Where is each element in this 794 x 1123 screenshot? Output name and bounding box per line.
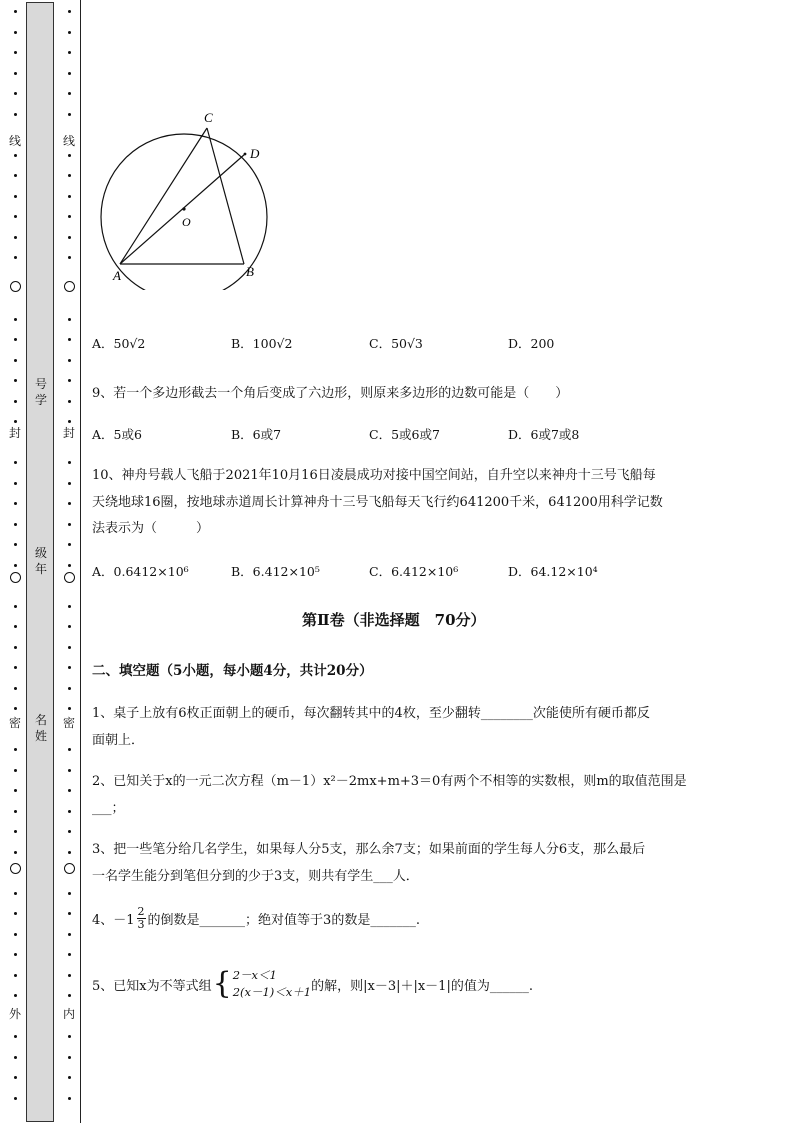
field-label-grade: 级年 [34,546,47,576]
inner-dot-column [62,0,76,1123]
fill-q4-fraction-num: 2 [137,905,145,918]
inner-dot [68,687,71,690]
label-o: O [182,215,191,229]
outer-circle-mark [10,572,21,583]
q10-option-b: B．6.412×10⁵ [231,564,320,579]
q10-line-2: 天绕地球16圈，按地球赤道周长计算神舟十三号飞船每天飞行约641200千米，641200用科学记数 [92,495,663,510]
inner-dot [68,769,71,772]
fill-q2-line-1: 2、已知关于x的一元二次方程（m－1）x²－2mx+m+3＝0有两个不相等的实数根，则m的取值范围是 [92,774,687,789]
fill-in-part-title: 二、填空题（5小题，每小题4分，共计20分） [92,663,373,679]
inner-dot [68,666,71,669]
inner-dot [68,420,71,423]
outer-dot [14,154,17,157]
outer-dot [14,564,17,567]
margin-rule [80,0,81,1123]
outer-dot [14,707,17,710]
outer-dot [14,851,17,854]
outer-dot [14,174,17,177]
label-b: B [246,264,254,279]
circle-outline [101,134,267,290]
inner-dot [68,994,71,997]
fill-q5-suffix: 的解，则|x－3|＋|x－1|的值为______. [311,978,533,994]
outer-dot [14,318,17,321]
outer-dot [14,1076,17,1079]
outer-dot [14,605,17,608]
fill-q1-line-2: 面朝上． [92,733,145,748]
inner-circle-mark [64,281,75,292]
q9-option-b: B．6或7 [231,427,282,442]
outer-dot [14,1097,17,1100]
inner-dot [68,256,71,259]
inner-dot [68,625,71,628]
inner-dot [68,1097,71,1100]
inner-mark: 线 [62,134,75,148]
inner-dot [68,564,71,567]
outer-dot [14,113,17,116]
fill-q4-prefix: 4、－1 [92,913,135,928]
outer-dot [14,543,17,546]
outer-mark: 密 [8,716,21,730]
inner-dot [68,338,71,341]
outer-circle-mark [10,863,21,874]
inner-dot [68,215,71,218]
outer-mark: 线 [8,134,21,148]
outer-dot [14,810,17,813]
q9-option-a: A．5或6 [92,427,142,442]
inner-dot [68,379,71,382]
outer-dot [14,379,17,382]
inner-dot [68,789,71,792]
section-2-title: 第Ⅱ卷（非选择题 70分） [302,611,486,629]
outer-dot [14,10,17,13]
outer-dot [14,1035,17,1038]
q8-option-a: A．50√2 [92,336,146,351]
inner-mark: 封 [62,426,75,440]
inner-dot [68,51,71,54]
inner-dot [68,31,71,34]
q9-text: 9、若一个多边形截去一个角后变成了六边形，则原来多边形的边数可能是（ ） [92,386,569,401]
binding-margin [0,0,82,1123]
outer-dot [14,748,17,751]
fill-q5-system [233,967,311,1001]
fill-q1-line-1: 1、桌子上放有6枚正面朝上的硬币，每次翻转其中的4枚，至少翻转________次能使所有硬币都反 [92,706,650,721]
q10-option-d: D．64.12×10⁴ [508,564,598,579]
inner-dot [68,154,71,157]
inner-dot [68,912,71,915]
field-label-number: 号学 [34,377,47,407]
segment-ac [120,128,207,264]
outer-dot [14,215,17,218]
outer-mark: 封 [8,426,21,440]
inner-dot [68,113,71,116]
inner-dot [68,523,71,526]
inner-dot [68,72,71,75]
point-d [244,153,247,156]
outer-dot [14,687,17,690]
fill-q4-suffix: 的倒数是_______；绝对值等于3的数是_______. [147,913,420,928]
outer-dot [14,1056,17,1059]
inner-dot [68,543,71,546]
inner-dot [68,502,71,505]
inner-dot [68,892,71,895]
outer-dot [14,72,17,75]
field-label-name: 名姓 [34,713,47,743]
outer-dot [14,892,17,895]
outer-dot [14,625,17,628]
center-point [182,207,185,210]
outer-dot [14,482,17,485]
outer-dot [14,92,17,95]
outer-dot [14,666,17,669]
inner-dot [68,195,71,198]
outer-dot [14,31,17,34]
inner-dot [68,646,71,649]
inner-dot [68,933,71,936]
inner-dot [68,400,71,403]
outer-circle-mark [10,281,21,292]
inner-dot [68,318,71,321]
outer-dot [14,420,17,423]
outer-dot [14,830,17,833]
outer-dot [14,912,17,915]
brace-icon: { [212,966,232,1001]
inner-dot [68,174,71,177]
circle-figure [92,105,282,290]
inner-dot [68,810,71,813]
label-c: C [204,110,213,125]
segment-cb [207,128,244,264]
fill-q2-line-2: ___； [92,801,125,816]
inner-dot [68,92,71,95]
q10-option-a: A．0.6412×10⁶ [92,564,189,579]
outer-dot [14,502,17,505]
outer-dot [14,461,17,464]
outer-dot [14,646,17,649]
inner-circle-mark [64,863,75,874]
q9-option-c: C．5或6或7 [369,427,440,442]
outer-dot-column [8,0,22,1123]
fill-q5-ineq-1: 2－x＜1 [232,968,277,982]
fill-q4-fraction [137,906,146,931]
outer-dot [14,400,17,403]
q9-option-d: D．6或7或8 [508,427,580,442]
outer-dot [14,523,17,526]
inner-dot [68,461,71,464]
outer-dot [14,338,17,341]
inner-mark: 密 [62,716,75,730]
outer-dot [14,195,17,198]
outer-dot [14,933,17,936]
outer-dot [14,359,17,362]
outer-dot [14,789,17,792]
inner-dot [68,482,71,485]
inner-dot [68,605,71,608]
inner-dot [68,236,71,239]
q8-option-d: D．200 [508,336,555,351]
fill-q4-fraction-den: 3 [137,918,145,931]
outer-dot [14,769,17,772]
q8-option-b: B．100√2 [231,336,293,351]
inner-dot [68,851,71,854]
inner-dot [68,1056,71,1059]
fill-q4 [92,906,420,931]
inner-dot [68,10,71,13]
outer-dot [14,51,17,54]
outer-mark: 外 [8,1007,21,1021]
label-d: D [250,146,260,161]
fill-q5-ineq-2: 2(x－1)＜x＋1 [232,985,312,999]
outer-dot [14,994,17,997]
inner-dot [68,974,71,977]
outer-dot [14,974,17,977]
outer-dot [14,256,17,259]
inner-circle-mark [64,572,75,583]
fill-q5 [92,967,533,1001]
q8-option-c: C．50√3 [369,336,423,351]
inner-dot [68,1035,71,1038]
q10-line-3: 法表示为（ ） [92,521,210,536]
inner-dot [68,953,71,956]
inner-dot [68,748,71,751]
q10-line-1: 10、神舟号载人飞船于2021年10月16日凌晨成功对接中国空间站，自升空以来神舟十三号飞船每 [92,468,656,483]
outer-dot [14,953,17,956]
inner-dot [68,707,71,710]
fill-q3-line-2: 一名学生能分到笔但分到的少于3支，则共有学生___人． [92,869,419,884]
inner-dot [68,1076,71,1079]
label-a: A [113,268,121,283]
inner-mark: 内 [62,1007,75,1021]
fill-q5-prefix: 5、已知x为不等式组 [92,978,212,994]
outer-dot [14,236,17,239]
inner-dot [68,359,71,362]
q10-option-c: C．6.412×10⁶ [369,564,459,579]
fill-q3-line-1: 3、把一些笔分给几名学生，如果每人分5支，那么余7支；如果前面的学生每人分6支，那么最后 [92,842,646,857]
inner-dot [68,830,71,833]
